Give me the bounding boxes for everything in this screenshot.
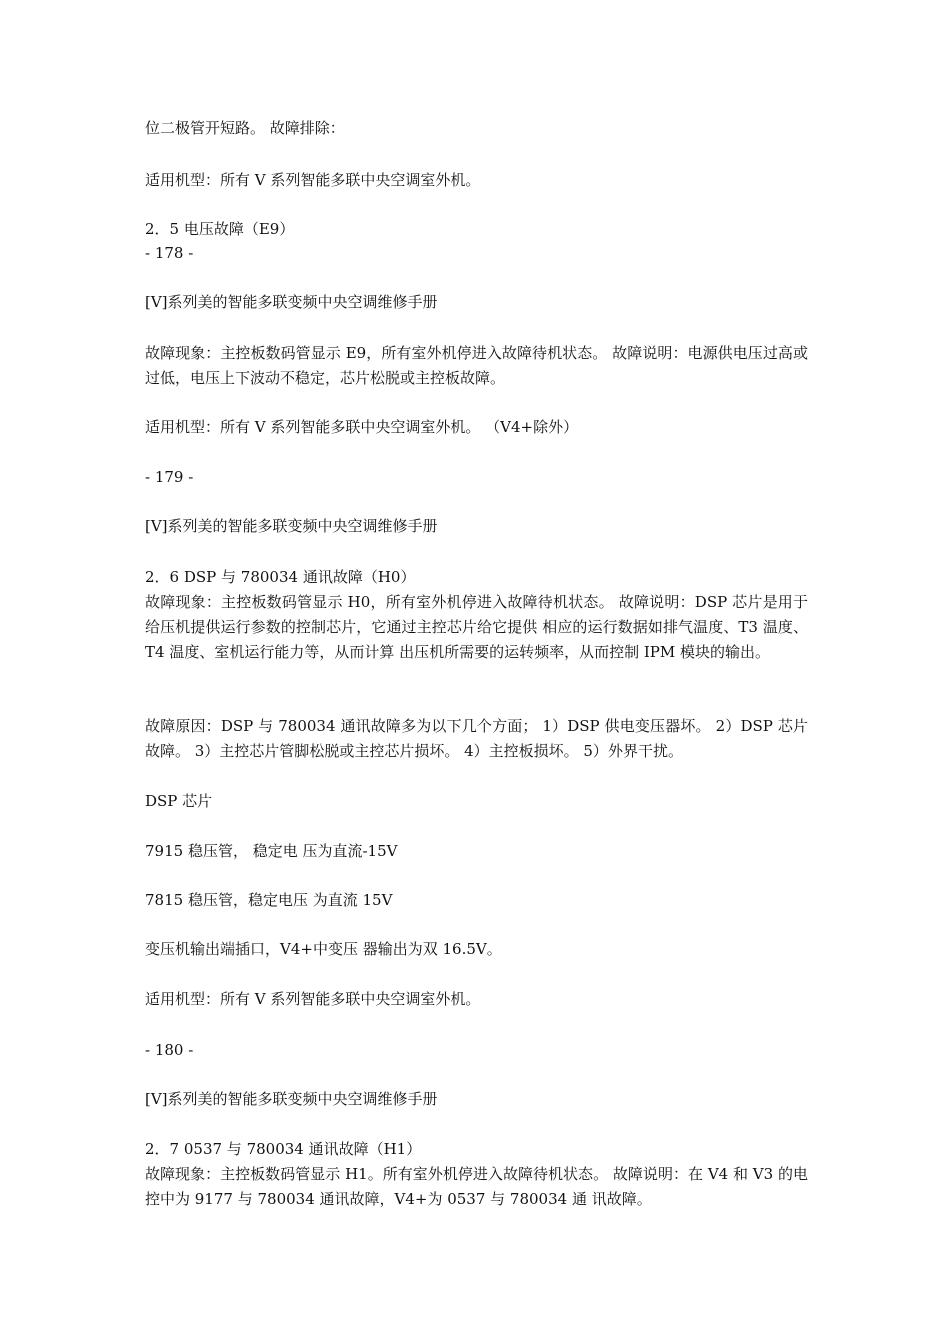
page-number: - 179 - xyxy=(145,468,194,486)
text-line: 位二极管开短路。 故障排除： xyxy=(145,119,345,137)
section-heading: 2．7 0537 与 780034 通讯故障（H1） xyxy=(145,1140,422,1158)
figure-label: 7915 稳压管， 稳定电 压为直流-15V xyxy=(145,842,398,860)
applicable-models-line: 适用机型：所有 V 系列智能多联中央空调室外机。 （V4+除外） xyxy=(145,418,579,436)
running-header: [V]系列美的智能多联变频中央空调维修手册 xyxy=(145,1090,438,1108)
page-number: - 180 - xyxy=(145,1041,194,1059)
figure-label: 变压机输出端插口，V4+中变压 器输出为双 16.5V。 xyxy=(145,940,502,958)
fault-cause-paragraph: 故障原因：DSP 与 780034 通讯故障多为以下几个方面； 1）DSP 供电变压器坏。 2）DSP 芯片故障。 3）主控芯片管脚松脱或主控芯片损坏。 4）主控板损坏。 5）外界干扰。 xyxy=(145,717,808,760)
fault-description-paragraph: 故障现象：主控板数码管显示 E9，所有室外机停进入故障待机状态。 故障说明：电源供电压过高或过低，电压上下波动不稳定，芯片松脱或主控板故障。 xyxy=(145,344,808,387)
running-header: [V]系列美的智能多联变频中央空调维修手册 xyxy=(145,517,438,535)
page-number: - 178 - xyxy=(145,244,194,262)
section-heading: 2．5 电压故障（E9） xyxy=(145,220,295,238)
fault-description-paragraph: 故障现象：主控板数码管显示 H1。所有室外机停进入故障待机状态。 故障说明：在 V4 和 V3 的电控中为 9177 与 780034 通讯故障，V4+为 0537 与 780034 通 讯故障。 xyxy=(145,1165,808,1208)
applicable-models-line: 适用机型：所有 V 系列智能多联中央空调室外机。 xyxy=(145,990,481,1008)
figure-label: 7815 稳压管，稳定电压 为直流 15V xyxy=(145,891,393,909)
section-heading: 2．6 DSP 与 780034 通讯故障（H0） xyxy=(145,568,416,586)
figure-label: DSP 芯片 xyxy=(145,792,213,810)
fault-description-paragraph: 故障现象：主控板数码管显示 H0，所有室外机停进入故障待机状态。 故障说明：DSP 芯片是用于给压机提供运行参数的控制芯片，它通过主控芯片给它提供 相应的运行数据如排气温度、T3 温度、T4 温度、室机运行能力等，从而计算 出压机所需要的运转频率，从而控制 IPM 模块的输出。 xyxy=(145,593,808,661)
applicable-models-line: 适用机型：所有 V 系列智能多联中央空调室外机。 xyxy=(145,171,481,189)
running-header: [V]系列美的智能多联变频中央空调维修手册 xyxy=(145,293,438,311)
